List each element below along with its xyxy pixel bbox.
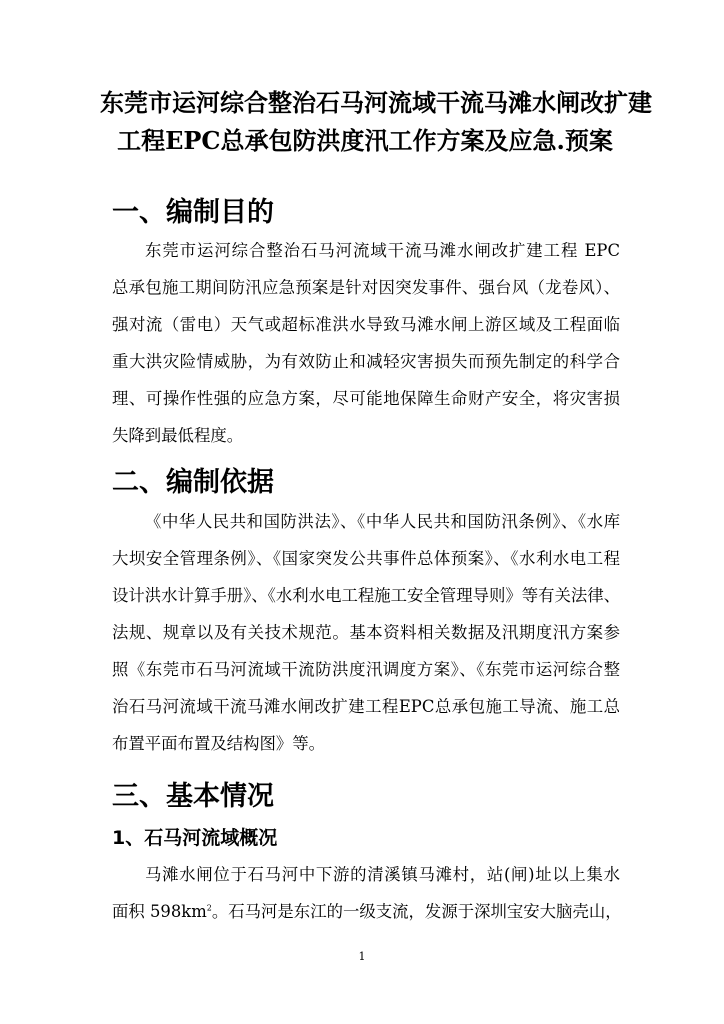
section-1-paragraph [112,232,620,454]
area-text: 面积 598km [112,902,207,921]
section-3-heading: 三、基本情况 [112,781,274,812]
paragraph-line: 马滩水闸位于石马河中下游的清溪镇马滩村，站(闸)址以上集水 [145,865,620,884]
paragraph-line: 总承包施工期间防汛应急预案是针对因突发事件、强台风（龙卷风）、 [112,278,620,297]
section-2-heading: 二、编制依据 [112,467,274,498]
paragraph-line: 照《东莞市石马河流域干流防洪度汛调度方案》、《东莞市运河综合整 [112,660,620,679]
page-number: 1 [358,950,366,963]
paragraph-line: 大坝安全管理条例》、《国家突发公共事件总体预案》、《水利水电工程 [112,549,620,568]
line-continuation: 。石马河是东江的一级支流，发源于深圳宝安大脑壳山， [211,902,622,921]
paragraph-line: 理、可操作性强的应急方案，尽可能地保障生命财产安全，将灾害损 [112,389,620,408]
paragraph-line: 强对流（雷电）天气或超标准洪水导致马滩水闸上游区域及工程面临 [112,315,620,334]
superscript-2: 2 [206,903,212,913]
paragraph-line: 法规、规章以及有关技术规范。基本资料相关数据及汛期度汛方案参 [112,623,620,642]
paragraph-line: 治石马河流域干流马滩水闸改扩建工程EPC总承包施工导流、施工总 [112,697,620,716]
title-line-1: 东莞市运河综合整治石马河流域干流马滩水闸改扩建 [100,88,652,117]
paragraph-line: 《中华人民共和国防洪法》、《中华人民共和国防汛条例》、《水库 [145,512,620,531]
subsection-1-paragraph [112,856,620,930]
title-line-2: 工程EPC总承包防洪度汛工作方案及应急.预案 [117,126,613,155]
paragraph-line: 布置平面布置及结构图》等。 [112,734,326,753]
paragraph-line: 设计洪水计算手册》、《水利水电工程施工安全管理导则》等有关法律、 [112,586,621,605]
section-1-heading: 一、编制目的 [112,197,274,228]
document-title [100,84,652,160]
paragraph-line: 重大洪灾险情威胁，为有效防止和减轻灾害损失而预先制定的科学合 [112,352,620,371]
subsection-1-heading: 1、石马河流域概况 [112,827,278,849]
section-2-paragraph [112,503,620,762]
paragraph-line: 失降到最低程度。 [112,426,244,445]
paragraph-line: 东莞市运河综合整治石马河流域干流马滩水闸改扩建工程 EPC [145,241,620,260]
paragraph-line [112,893,620,930]
